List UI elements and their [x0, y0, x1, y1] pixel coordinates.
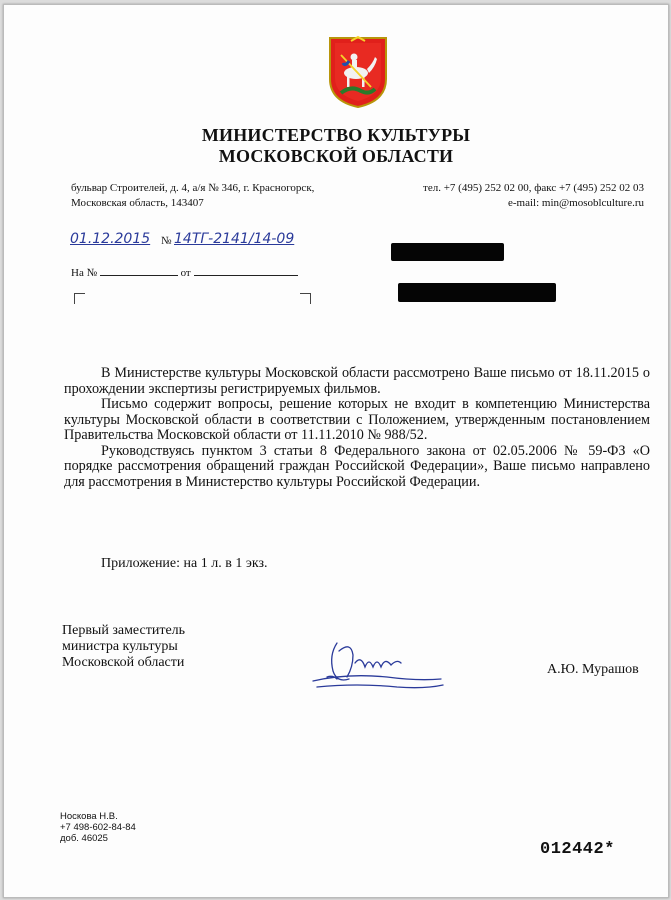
- outgoing-number-sign: №: [161, 235, 172, 247]
- phone-fax-line: тел. +7 (495) 252 02 00, факс +7 (495) 252 02 03: [423, 182, 644, 194]
- from-date-blank: [194, 265, 298, 276]
- signatory-title: [62, 623, 185, 671]
- signatory-name: А.Ю. Мурашов: [547, 662, 639, 677]
- corner-bracket-left: [74, 293, 85, 304]
- body-paragraph-1: В Министерстве культуры Московской области рассмотрено Ваше письмо от 18.11.2015 о прохождении экспертизы регистрируемых фильмов.: [64, 365, 650, 397]
- executor-extension: доб. 46025: [60, 833, 108, 844]
- executor-phone: +7 498-602-84-84: [60, 822, 136, 833]
- attachment-note: Приложение: на 1 л. в 1 экз.: [101, 556, 268, 571]
- address-block: [71, 181, 314, 211]
- address-line-1: бульвар Строителей, д. 4, а/я № 346, г. Красногорск,: [71, 182, 315, 194]
- letter-body: [64, 366, 650, 490]
- in-reply-label: На №: [71, 267, 98, 279]
- signatory-title-line1: Первый заместитель: [62, 623, 186, 638]
- coat-of-arms-icon: [327, 35, 389, 109]
- redacted-recipient-address: [398, 283, 556, 302]
- redacted-recipient-name: [391, 243, 504, 261]
- signatory-title-line2: министра культуры: [62, 639, 178, 654]
- body-paragraph-2: Письмо содержит вопросы, решение которых не входит в компетенцию Министерства культуры Московской области в соответствии с Положением, утвержденным постановлением Правительства Московской области от 11.11.2010 № 988/52.: [64, 396, 650, 443]
- letter-page: [3, 4, 669, 898]
- body-paragraph-3: Руководствуясь пунктом 3 статьи 8 Федерального закона от 02.05.2006 № 59-ФЗ «О порядке рассмотрения обращений граждан Российской Федерации», Ваше письмо направлено для рассмотрения в Министерство культуры Российской Федерации.: [64, 442, 650, 490]
- outgoing-number: 14ТГ-2141/14-09: [174, 231, 295, 247]
- in-reply-blank: [100, 265, 178, 276]
- ministry-name-line2: МОСКОВСКОЙ ОБЛАСТИ: [218, 146, 454, 166]
- executor-name: Носкова Н.В.: [60, 811, 118, 822]
- contacts-block: [423, 181, 644, 211]
- serial-number: 012442*: [540, 840, 615, 859]
- from-label: от: [180, 267, 191, 279]
- address-line-2: Московская область, 143407: [71, 197, 204, 209]
- ministry-name-line1: МИНИСТЕРСТВО КУЛЬТУРЫ: [201, 125, 471, 145]
- outgoing-date: 01.12.2015: [70, 231, 151, 247]
- signatory-title-line3: Московской области: [62, 655, 185, 670]
- corner-bracket-right: [300, 293, 311, 304]
- email-line: e-mail: min@mosoblculture.ru: [508, 197, 644, 209]
- executor-contacts: [60, 811, 136, 844]
- in-reply-line: [71, 265, 298, 279]
- handwritten-signature: [307, 633, 447, 701]
